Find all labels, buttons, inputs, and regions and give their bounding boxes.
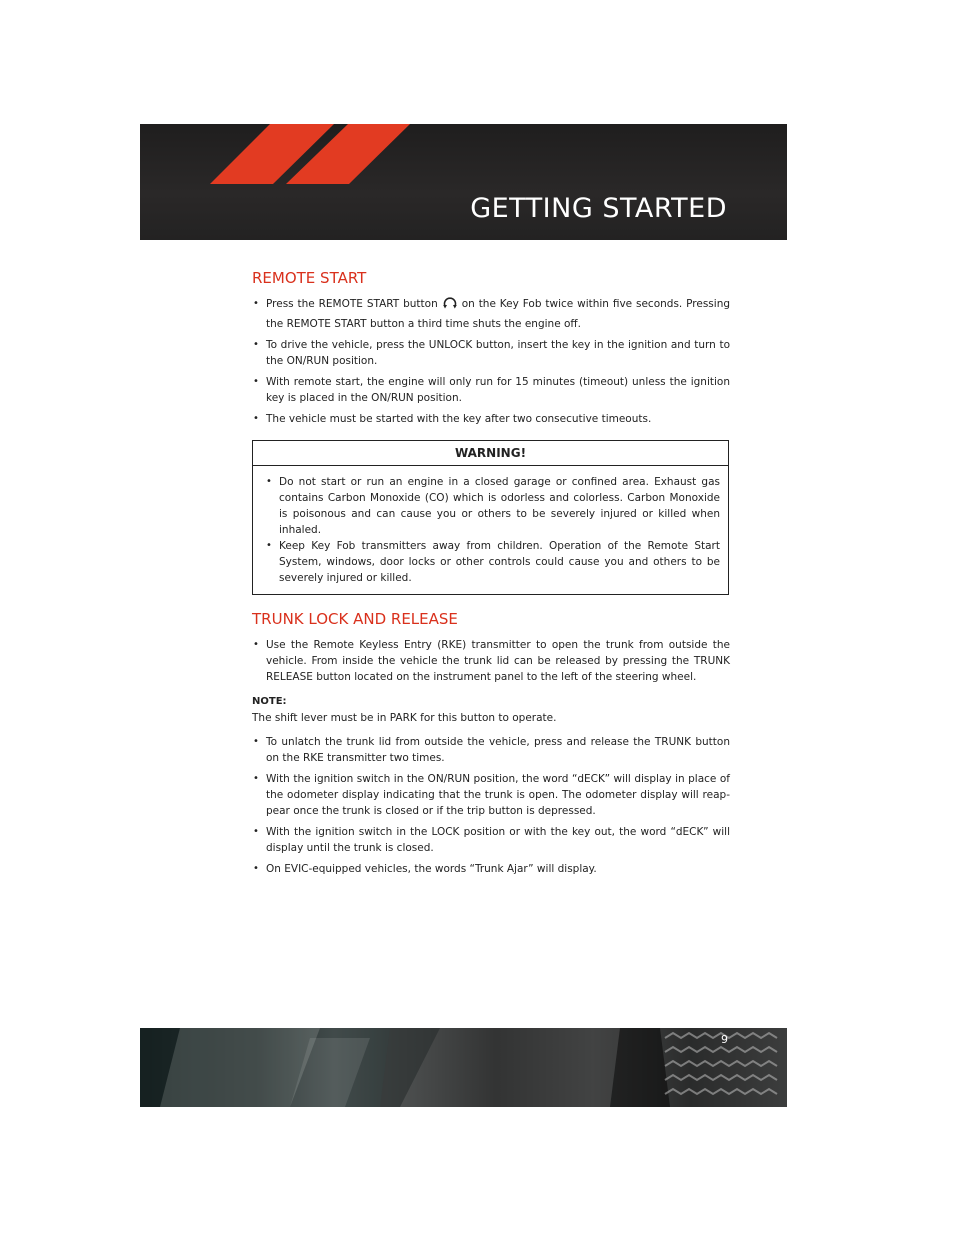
list-item: • With remote start, the engine will only run for 15 minutes (timeout) unless the ignition key is placed in the ON/RUN position. bbox=[252, 374, 730, 406]
remote-start-text-before: Press the REMOTE START button bbox=[266, 298, 438, 310]
list-item: • Use the Remote Keyless Entry (RKE) transmitter to open the trunk from outside the vehicle. From inside the vehicle the trunk lid can be released by pressing the TRUNK RELEASE button located on the instrument panel to the left of the steering wheel. bbox=[252, 637, 730, 685]
main-content bbox=[252, 268, 730, 882]
note-label: NOTE: bbox=[252, 696, 287, 707]
warning-item: • Keep Key Fob transmitters away from children. Operation of the Remote Start System, windows, door locks or other controls could cause you and others to be severely injured or killed. bbox=[265, 538, 720, 586]
warning-list bbox=[265, 474, 720, 586]
trunk-intro-list bbox=[252, 637, 730, 685]
remote-start-list bbox=[252, 296, 730, 427]
warning-title: WARNING! bbox=[253, 441, 728, 466]
list-item: • With the ignition switch in the ON/RUN position, the word “dECK” will display in place of the odometer display indicating that the trunk is open. The odometer display will reap-pear once the trunk is closed or if the trip button is depressed. bbox=[252, 771, 730, 819]
trunk-heading: TRUNK LOCK AND RELEASE bbox=[252, 610, 458, 628]
page-number: 9 bbox=[721, 1033, 728, 1046]
remote-start-text-after: on the Key Fob twice within five seconds. Pressing the REMOTE START button a third time shuts the engine off. bbox=[266, 298, 731, 330]
list-item: • To drive the vehicle, press the UNLOCK button, insert the key in the ignition and turn to the ON/RUN position. bbox=[252, 337, 730, 369]
remote-start-heading: REMOTE START bbox=[252, 269, 367, 287]
list-item: • With the ignition switch in the LOCK position or with the key out, the word “dECK” will display until the trunk is closed. bbox=[252, 824, 730, 856]
page-title: GETTING STARTED bbox=[470, 193, 727, 224]
warning-box bbox=[252, 440, 729, 595]
list-item: • The vehicle must be started with the key after two consecutive timeouts. bbox=[252, 411, 730, 427]
trunk-list bbox=[252, 734, 730, 877]
list-item bbox=[252, 296, 730, 332]
list-item: • To unlatch the trunk lid from outside the vehicle, press and release the TRUNK button on the RKE transmitter two times. bbox=[252, 734, 730, 766]
list-item: • On EVIC-equipped vehicles, the words “Trunk Ajar” will display. bbox=[252, 861, 730, 877]
remote-start-icon bbox=[442, 297, 458, 316]
header-band bbox=[140, 124, 787, 240]
note-text: The shift lever must be in PARK for this button to operate. bbox=[252, 712, 557, 724]
footer-photo-band bbox=[140, 1028, 787, 1107]
warning-item: • Do not start or run an engine in a closed garage or confined area. Exhaust gas contains Carbon Monoxide (CO) which is odorless and colorless. Carbon Monoxide is poisonous and can cause you or others to be severely injured or killed when inhaled. bbox=[265, 474, 720, 538]
grille-photo-image bbox=[140, 1028, 787, 1107]
